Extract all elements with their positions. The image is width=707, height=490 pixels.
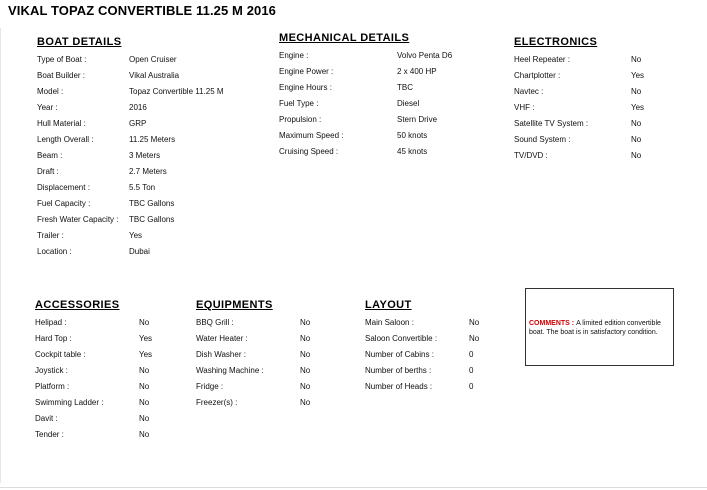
detail-row — [279, 128, 479, 144]
layout-heading: LAYOUT — [365, 299, 412, 311]
detail-row — [37, 228, 257, 244]
detail-value: No — [300, 318, 311, 327]
detail-label: Location : — [37, 247, 72, 256]
detail-row — [37, 180, 257, 196]
boat-details-section — [37, 36, 257, 260]
detail-row — [37, 100, 257, 116]
detail-label: Type of Boat : — [37, 55, 87, 64]
detail-value: No — [139, 430, 150, 439]
detail-label: Joystick : — [35, 366, 68, 375]
detail-value: No — [300, 366, 311, 375]
detail-row — [514, 52, 684, 68]
detail-label: Number of Heads : — [365, 382, 433, 391]
detail-row — [37, 116, 257, 132]
detail-row — [196, 363, 336, 379]
detail-row — [35, 411, 175, 427]
detail-label: Dish Washer : — [196, 350, 246, 359]
detail-value: No — [139, 318, 150, 327]
detail-label: Number of Cabins : — [365, 350, 434, 359]
detail-label: BBQ Grill : — [196, 318, 234, 327]
detail-row — [37, 84, 257, 100]
detail-row — [37, 132, 257, 148]
detail-label: Sound System : — [514, 135, 571, 144]
detail-row — [35, 363, 175, 379]
detail-label: Saloon Convertible : — [365, 334, 438, 343]
detail-label: Washing Machine : — [196, 366, 264, 375]
detail-row — [37, 148, 257, 164]
detail-row — [514, 148, 684, 164]
detail-value: No — [631, 119, 642, 128]
detail-value: TBC — [397, 83, 413, 92]
detail-value: 45 knots — [397, 147, 428, 156]
detail-row — [196, 347, 336, 363]
boat-details-list — [37, 52, 257, 260]
detail-row — [35, 379, 175, 395]
detail-label: Cruising Speed : — [279, 147, 339, 156]
detail-value: Open Cruiser — [129, 55, 177, 64]
detail-row — [365, 363, 505, 379]
detail-value: 0 — [469, 366, 474, 375]
detail-row — [35, 347, 175, 363]
detail-value: Topaz Convertible 11.25 M — [129, 87, 224, 96]
detail-label: Propulsion : — [279, 115, 322, 124]
detail-label: Boat Builder : — [37, 71, 86, 80]
detail-row — [514, 68, 684, 84]
detail-row — [365, 379, 505, 395]
detail-label: Maximum Speed : — [279, 131, 344, 140]
mechanical-details-list — [279, 48, 479, 160]
detail-row — [196, 379, 336, 395]
detail-value: 5.5 Ton — [129, 183, 156, 192]
page-bottom-line — [0, 487, 707, 488]
detail-value: Yes — [139, 334, 153, 343]
detail-value: GRP — [129, 119, 147, 128]
detail-row — [514, 84, 684, 100]
detail-row — [365, 347, 505, 363]
detail-row — [279, 96, 479, 112]
detail-row — [279, 64, 479, 80]
detail-row — [365, 331, 505, 347]
detail-value: Stern Drive — [397, 115, 438, 124]
accessories-list — [35, 315, 175, 443]
detail-row — [514, 116, 684, 132]
detail-value: No — [631, 87, 642, 96]
layout-section — [365, 299, 505, 395]
mechanical-details-section — [279, 32, 479, 160]
detail-label: Fuel Capacity : — [37, 199, 91, 208]
detail-value: TBC Gallons — [129, 215, 175, 224]
detail-value: No — [139, 414, 150, 423]
page-edge-line — [0, 28, 1, 483]
detail-value: 2.7 Meters — [129, 167, 167, 176]
detail-value: No — [139, 366, 150, 375]
detail-value: Vikal Australia — [129, 71, 180, 80]
detail-label: Swimming Ladder : — [35, 398, 104, 407]
comments-label: COMMENTS : — [529, 320, 577, 327]
detail-value: No — [631, 55, 642, 64]
electronics-heading: ELECTRONICS — [514, 36, 598, 48]
comments-text: A limited edition convertible boat. The boat is in satisfactory condition. — [529, 320, 661, 336]
detail-row — [196, 331, 336, 347]
detail-row — [196, 315, 336, 331]
detail-value: Dubai — [129, 247, 150, 256]
detail-row — [35, 315, 175, 331]
comments-box — [525, 288, 674, 366]
detail-value: Diesel — [397, 99, 420, 108]
page-title: VIKAL TOPAZ CONVERTIBLE 11.25 M 2016 — [8, 3, 277, 18]
detail-row — [514, 132, 684, 148]
detail-value: No — [631, 151, 642, 160]
equipments-heading: EQUIPMENTS — [196, 299, 273, 311]
detail-label: Displacement : — [37, 183, 90, 192]
detail-row — [37, 52, 257, 68]
detail-label: Cockpit table : — [35, 350, 86, 359]
detail-label: TV/DVD : — [514, 151, 548, 160]
detail-row — [37, 244, 257, 260]
detail-value: No — [139, 382, 150, 391]
equipments-section — [196, 299, 336, 411]
detail-row — [37, 196, 257, 212]
detail-row — [279, 48, 479, 64]
detail-label: Helipad : — [35, 318, 67, 327]
detail-value: 50 knots — [397, 131, 428, 140]
detail-value: Yes — [139, 350, 153, 359]
detail-value: 3 Meters — [129, 151, 161, 160]
detail-value: No — [300, 350, 311, 359]
detail-label: Hull Material : — [37, 119, 86, 128]
detail-label: Freezer(s) : — [196, 398, 238, 407]
detail-value: No — [631, 135, 642, 144]
detail-label: Platform : — [35, 382, 70, 391]
detail-label: Navtec : — [514, 87, 544, 96]
detail-label: Number of berths : — [365, 366, 432, 375]
detail-label: Davit : — [35, 414, 58, 423]
detail-label: Model : — [37, 87, 64, 96]
mechanical-details-heading: MECHANICAL DETAILS — [279, 32, 410, 44]
detail-label: Year : — [37, 103, 58, 112]
detail-label: Hard Top : — [35, 334, 72, 343]
detail-label: Main Saloon : — [365, 318, 414, 327]
detail-label: Engine : — [279, 51, 309, 60]
detail-row — [365, 315, 505, 331]
accessories-section — [35, 299, 175, 443]
detail-value: 0 — [469, 382, 474, 391]
detail-row — [35, 395, 175, 411]
detail-label: Beam : — [37, 151, 63, 160]
detail-row — [35, 331, 175, 347]
detail-value: 0 — [469, 350, 474, 359]
detail-label: Fuel Type : — [279, 99, 319, 108]
detail-label: Water Heater : — [196, 334, 248, 343]
detail-value: Volvo Penta D6 — [397, 51, 453, 60]
detail-value: No — [300, 398, 311, 407]
detail-value: No — [469, 334, 480, 343]
detail-value: No — [300, 382, 311, 391]
detail-row — [196, 395, 336, 411]
detail-row — [514, 100, 684, 116]
detail-label: Fresh Water Capacity : — [37, 215, 119, 224]
detail-value: Yes — [129, 231, 143, 240]
detail-row — [279, 144, 479, 160]
detail-value: TBC Gallons — [129, 199, 175, 208]
detail-label: Tender : — [35, 430, 64, 439]
accessories-heading: ACCESSORIES — [35, 299, 120, 311]
detail-label: Chartplotter : — [514, 71, 561, 80]
layout-list — [365, 315, 505, 395]
detail-value: No — [469, 318, 480, 327]
detail-value: 11.25 Meters — [129, 135, 176, 144]
detail-label: Fridge : — [196, 382, 224, 391]
detail-row — [35, 427, 175, 443]
detail-value: No — [300, 334, 311, 343]
detail-value: 2016 — [129, 103, 147, 112]
detail-label: VHF : — [514, 103, 535, 112]
detail-value: No — [139, 398, 150, 407]
electronics-section — [514, 36, 684, 164]
detail-label: Engine Hours : — [279, 83, 332, 92]
detail-label: Satellite TV System : — [514, 119, 589, 128]
electronics-list — [514, 52, 684, 164]
equipments-list — [196, 315, 336, 411]
detail-label: Heel Repeater : — [514, 55, 571, 64]
detail-value: 2 x 400 HP — [397, 67, 437, 76]
detail-row — [37, 68, 257, 84]
detail-row — [279, 112, 479, 128]
detail-row — [37, 212, 257, 228]
detail-label: Engine Power : — [279, 67, 334, 76]
detail-row — [279, 80, 479, 96]
detail-label: Length Overall : — [37, 135, 94, 144]
detail-value: Yes — [631, 71, 645, 80]
detail-label: Trailer : — [37, 231, 64, 240]
detail-value: Yes — [631, 103, 645, 112]
boat-details-heading: BOAT DETAILS — [37, 36, 122, 48]
detail-label: Draft : — [37, 167, 59, 176]
detail-row — [37, 164, 257, 180]
